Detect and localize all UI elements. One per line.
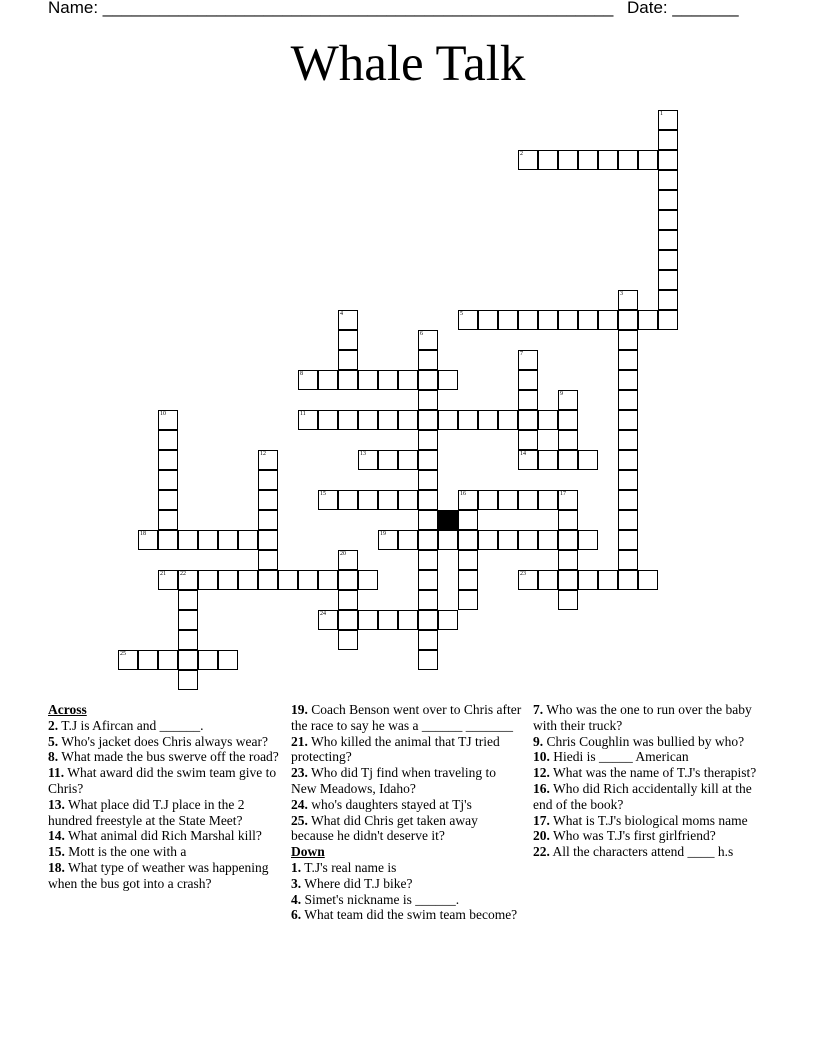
clue-number: 19. (291, 702, 308, 717)
clue-number: 18 (140, 531, 146, 537)
clue-text: Who's jacket does Chris always wear? (58, 733, 268, 749)
crossword-cell[interactable] (178, 630, 198, 650)
crossword-cell[interactable] (558, 510, 578, 530)
clue-number: 14. (48, 828, 65, 844)
crossword-cell[interactable] (358, 570, 378, 590)
crossword-cell[interactable] (258, 470, 278, 490)
crossword-cell[interactable] (558, 390, 578, 410)
crossword-cell[interactable] (158, 470, 178, 490)
crossword-cell[interactable] (198, 570, 218, 590)
clue-number: 5. (48, 733, 59, 749)
crossword-cell[interactable] (498, 310, 518, 330)
crossword-cell[interactable] (558, 150, 578, 170)
crossword-cell[interactable] (518, 350, 538, 370)
crossword-cell[interactable] (378, 490, 398, 510)
clue-item (48, 860, 280, 892)
crossword-cell[interactable] (358, 370, 378, 390)
crossword-cell[interactable] (538, 150, 558, 170)
crossword-cell[interactable] (438, 610, 458, 630)
clue-item (48, 844, 280, 860)
clue-item (291, 860, 523, 876)
clue-number: 4 (340, 311, 343, 317)
crossword-cell[interactable] (218, 530, 238, 550)
crossword-cell[interactable] (118, 650, 138, 670)
clue-text: who's daughters stayed at Tj's (307, 796, 472, 812)
crossword-cell[interactable] (478, 410, 498, 430)
clue-text: T.J is Afircan and ______. (58, 717, 204, 733)
clue-text: Who was T.J's first girlfriend? (549, 828, 716, 844)
crossword-cell[interactable] (658, 210, 678, 230)
clue-number: 7. (533, 702, 544, 717)
crossword-cell[interactable] (518, 150, 538, 170)
across-heading: Across (48, 702, 87, 717)
crossword-cell[interactable] (538, 310, 558, 330)
crossword-cell[interactable] (618, 510, 638, 530)
crossword-cell[interactable] (178, 670, 198, 690)
crossword-cell[interactable] (338, 610, 358, 630)
crossword-cell[interactable] (618, 290, 638, 310)
crossword-cell[interactable] (238, 570, 258, 590)
clue-number: 22. (533, 844, 550, 860)
clue-item (291, 876, 523, 892)
clue-item (533, 702, 765, 734)
crossword-cell[interactable] (658, 230, 678, 250)
crossword-cell[interactable] (458, 570, 478, 590)
crossword-cell[interactable] (318, 570, 338, 590)
crossword-cell[interactable] (618, 470, 638, 490)
clue-item (291, 797, 523, 813)
crossword-cell[interactable] (658, 310, 678, 330)
clue-number: 11. (48, 765, 65, 781)
crossword-cell[interactable] (178, 570, 198, 590)
clue-text: Hiedi is _____ American (549, 749, 689, 765)
crossword-cell[interactable] (378, 370, 398, 390)
crossword-cell[interactable] (578, 310, 598, 330)
clue-text: Chris Coughlin was bullied by who? (543, 733, 745, 749)
crossword-cell[interactable] (338, 370, 358, 390)
clue-number: 23. (291, 765, 308, 781)
clue-item (533, 749, 765, 765)
crossword-cell[interactable] (178, 610, 198, 630)
clue-text: Coach Benson went over to Chris after the race to say he was a ______ _______ (291, 702, 522, 733)
clue-item (48, 828, 280, 844)
clue-number: 2. (48, 717, 59, 733)
crossword-cell[interactable] (618, 550, 638, 570)
crossword-cell[interactable] (518, 390, 538, 410)
clue-number: 22 (180, 571, 186, 577)
crossword-cell[interactable] (418, 530, 438, 550)
crossword-cell[interactable] (398, 530, 418, 550)
crossword-cell[interactable] (658, 270, 678, 290)
clue-number: 20 (340, 551, 346, 557)
clue-number: 16 (460, 491, 466, 497)
clue-text: T.J's real name is (301, 859, 397, 875)
crossword-cell[interactable] (438, 370, 458, 390)
clue-item (533, 828, 765, 844)
crossword-cell[interactable] (518, 310, 538, 330)
crossword-cell[interactable] (218, 570, 238, 590)
clue-text: Mott is the one with a (64, 844, 187, 860)
crossword-cell[interactable] (298, 410, 318, 430)
clue-number: 6 (420, 331, 423, 337)
clue-text: All the characters attend ____ h.s (549, 844, 734, 860)
clue-number: 15. (48, 844, 65, 860)
crossword-cell[interactable] (418, 430, 438, 450)
crossword-cell[interactable] (318, 410, 338, 430)
clue-text: What was the name of T.J's therapist? (549, 765, 757, 781)
crossword-black-cell (438, 510, 458, 530)
clue-number: 24 (320, 611, 326, 617)
clue-item (533, 844, 765, 860)
clue-item (48, 718, 280, 734)
crossword-cell[interactable] (398, 450, 418, 470)
crossword-cell[interactable] (658, 130, 678, 150)
clue-number: 15 (320, 491, 326, 497)
crossword-cell[interactable] (418, 470, 438, 490)
clue-text: What type of weather was happening when the bus got into a crash? (48, 859, 269, 891)
crossword-cell[interactable] (618, 430, 638, 450)
clue-text: Who was the one to run over the baby with their truck? (533, 702, 752, 733)
clue-number: 9. (533, 733, 544, 749)
crossword-cell[interactable] (338, 570, 358, 590)
clue-text: Simet's nickname is ______. (301, 891, 460, 907)
clues-column-2 (291, 702, 523, 923)
clue-item (291, 702, 523, 734)
crossword-cell[interactable] (418, 390, 438, 410)
crossword-cell[interactable] (518, 410, 538, 430)
clue-text: What team did the swim team become? (301, 907, 518, 923)
clue-number: 7 (520, 351, 523, 357)
crossword-cell[interactable] (618, 450, 638, 470)
clue-text: What animal did Rich Marshal kill? (64, 828, 262, 844)
crossword-cell[interactable] (318, 370, 338, 390)
crossword-cell[interactable] (338, 410, 358, 430)
crossword-cell[interactable] (658, 150, 678, 170)
clue-number: 18. (48, 859, 65, 875)
clue-number: 17 (560, 491, 566, 497)
crossword-cell[interactable] (418, 450, 438, 470)
clue-text: What did Chris get taken away because he didn't deserve it? (291, 812, 478, 844)
crossword-cell[interactable] (418, 410, 438, 430)
clue-number: 1 (660, 111, 663, 117)
crossword-cell[interactable] (418, 350, 438, 370)
clue-number: 1. (291, 859, 302, 875)
crossword-cell[interactable] (258, 490, 278, 510)
clue-item (533, 781, 765, 813)
crossword-cell[interactable] (178, 590, 198, 610)
crossword-cell[interactable] (518, 370, 538, 390)
crossword-cell[interactable] (158, 570, 178, 590)
crossword-cell[interactable] (338, 310, 358, 330)
crossword-cell[interactable] (298, 370, 318, 390)
clue-text: What is T.J's biological moms name (549, 812, 748, 828)
clue-number: 4. (291, 891, 302, 907)
crossword-cell[interactable] (538, 450, 558, 470)
crossword-cell[interactable] (178, 530, 198, 550)
crossword-cell[interactable] (418, 550, 438, 570)
clue-text: What place did T.J place in the 2 hundred freestyle at the State Meet? (48, 796, 245, 828)
crossword-cell[interactable] (618, 490, 638, 510)
crossword-cell[interactable] (318, 490, 338, 510)
crossword-cell[interactable] (338, 550, 358, 570)
crossword-cell[interactable] (338, 350, 358, 370)
crossword-cell[interactable] (138, 650, 158, 670)
name-field[interactable]: Name: ______________________________________________________ (48, 0, 614, 17)
crossword-cell[interactable] (578, 570, 598, 590)
crossword-cell[interactable] (558, 310, 578, 330)
crossword-cell[interactable] (378, 610, 398, 630)
crossword-cell[interactable] (538, 410, 558, 430)
crossword-cell[interactable] (618, 370, 638, 390)
clue-item (48, 765, 280, 797)
clue-number: 17. (533, 812, 550, 828)
crossword-cell[interactable] (618, 310, 638, 330)
crossword-cell[interactable] (458, 510, 478, 530)
crossword-cell[interactable] (258, 550, 278, 570)
clue-number: 25. (291, 812, 308, 828)
clue-item (533, 813, 765, 829)
crossword-cell[interactable] (598, 570, 618, 590)
crossword-cell[interactable] (298, 570, 318, 590)
clue-text: Who did Tj find when traveling to New Meadows, Idaho? (291, 765, 496, 796)
crossword-cell[interactable] (158, 430, 178, 450)
clue-text: What made the bus swerve off the road? (58, 749, 279, 765)
clue-number: 13 (360, 451, 366, 457)
clue-item (291, 765, 523, 797)
crossword-cell[interactable] (558, 550, 578, 570)
crossword-cell[interactable] (458, 490, 478, 510)
crossword-cell[interactable] (658, 170, 678, 190)
down-heading: Down (291, 844, 325, 860)
crossword-cell[interactable] (618, 530, 638, 550)
clue-item (48, 734, 280, 750)
clue-item (48, 749, 280, 765)
crossword-cell[interactable] (558, 410, 578, 430)
crossword-cell[interactable] (338, 630, 358, 650)
clue-number: 13. (48, 796, 65, 812)
crossword-cell[interactable] (478, 530, 498, 550)
crossword-cell[interactable] (158, 650, 178, 670)
crossword-cell[interactable] (258, 570, 278, 590)
clue-number: 3. (291, 875, 302, 891)
clue-number: 21 (160, 571, 166, 577)
clue-number: 21. (291, 733, 308, 749)
crossword-cell[interactable] (498, 530, 518, 550)
crossword-cell[interactable] (538, 570, 558, 590)
crossword-cell[interactable] (618, 330, 638, 350)
crossword-cell[interactable] (258, 530, 278, 550)
crossword-cell[interactable] (218, 650, 238, 670)
crossword-cell[interactable] (558, 450, 578, 470)
clue-number: 3 (620, 291, 623, 297)
clue-number: 8. (48, 749, 59, 765)
crossword-cell[interactable] (158, 450, 178, 470)
crossword-cell[interactable] (498, 490, 518, 510)
crossword-cell[interactable] (638, 150, 658, 170)
clue-number: 8 (300, 371, 303, 377)
crossword-cell[interactable] (238, 530, 258, 550)
clue-item (48, 797, 280, 829)
crossword-cell[interactable] (418, 330, 438, 350)
crossword-cell[interactable] (418, 490, 438, 510)
crossword-cell[interactable] (638, 570, 658, 590)
crossword-cell[interactable] (658, 290, 678, 310)
clue-number: 12. (533, 765, 550, 781)
crossword-cell[interactable] (338, 490, 358, 510)
crossword-cell[interactable] (338, 330, 358, 350)
clue-item (291, 813, 523, 845)
page-title: Whale Talk (290, 36, 526, 92)
clue-number: 2 (520, 151, 523, 157)
clue-text: What award did the swim team give to Chris? (48, 765, 277, 796)
crossword-cell[interactable] (498, 410, 518, 430)
clue-text: Who killed the animal that TJ tried protecting? (291, 733, 500, 765)
crossword-cell[interactable] (158, 530, 178, 550)
clue-number: 20. (533, 828, 550, 844)
crossword-cell[interactable] (618, 350, 638, 370)
crossword-cell[interactable] (358, 410, 378, 430)
clue-number: 12 (260, 451, 266, 457)
crossword-cell[interactable] (618, 390, 638, 410)
crossword-cell[interactable] (378, 530, 398, 550)
crossword-cell[interactable] (538, 490, 558, 510)
crossword-cell[interactable] (618, 570, 638, 590)
crossword-cell[interactable] (558, 530, 578, 550)
clue-item (291, 892, 523, 908)
crossword-cell[interactable] (558, 570, 578, 590)
crossword-cell[interactable] (458, 530, 478, 550)
crossword-cell[interactable] (258, 450, 278, 470)
crossword-cell[interactable] (398, 370, 418, 390)
crossword-cell[interactable] (358, 450, 378, 470)
crossword-cell[interactable] (358, 610, 378, 630)
crossword-cell[interactable] (398, 410, 418, 430)
crossword-cell[interactable] (538, 530, 558, 550)
crossword-cell[interactable] (438, 530, 458, 550)
crossword-cell[interactable] (178, 650, 198, 670)
crossword-cell[interactable] (518, 450, 538, 470)
crossword-cell[interactable] (578, 450, 598, 470)
clue-number: 5 (460, 311, 463, 317)
crossword-cell[interactable] (618, 410, 638, 430)
crossword-cell[interactable] (458, 410, 478, 430)
crossword-cell[interactable] (358, 490, 378, 510)
crossword-cell[interactable] (598, 150, 618, 170)
clue-number: 10 (160, 411, 166, 417)
crossword-cell[interactable] (458, 550, 478, 570)
crossword-cell[interactable] (518, 430, 538, 450)
clue-number: 6. (291, 907, 302, 923)
crossword-cell[interactable] (658, 190, 678, 210)
crossword-cell[interactable] (558, 590, 578, 610)
crossword-cell[interactable] (518, 530, 538, 550)
clue-text: Where did T.J bike? (301, 875, 413, 891)
crossword-cell[interactable] (578, 150, 598, 170)
clue-item (533, 765, 765, 781)
crossword-cell[interactable] (478, 490, 498, 510)
clue-number: 14 (520, 451, 526, 457)
clue-item (533, 734, 765, 750)
crossword-cell[interactable] (398, 610, 418, 630)
crossword-cell[interactable] (558, 430, 578, 450)
crossword-cell[interactable] (258, 510, 278, 530)
crossword-cell[interactable] (138, 530, 158, 550)
crossword-cell[interactable] (418, 510, 438, 530)
crossword-cell[interactable] (278, 570, 298, 590)
clue-number: 25 (120, 651, 126, 657)
crossword-cell[interactable] (418, 650, 438, 670)
crossword-cell[interactable] (418, 370, 438, 390)
crossword-cell[interactable] (598, 310, 618, 330)
crossword-cell[interactable] (658, 250, 678, 270)
crossword-cell[interactable] (198, 650, 218, 670)
crossword-cell[interactable] (378, 450, 398, 470)
crossword-cell[interactable] (418, 630, 438, 650)
clue-item (291, 907, 523, 923)
crossword-cell[interactable] (638, 310, 658, 330)
clue-number: 16. (533, 780, 550, 796)
clue-text: Who did Rich accidentally kill at the end of the book? (533, 780, 752, 812)
crossword-cell[interactable] (458, 590, 478, 610)
crossword-cell[interactable] (158, 410, 178, 430)
clue-item (291, 734, 523, 766)
date-field[interactable]: Date: _______ (627, 0, 739, 17)
crossword-cell[interactable] (458, 310, 478, 330)
crossword-cell[interactable] (338, 590, 358, 610)
crossword-cell[interactable] (518, 570, 538, 590)
crossword-cell[interactable] (478, 310, 498, 330)
crossword-cell[interactable] (618, 150, 638, 170)
crossword-cell[interactable] (658, 110, 678, 130)
crossword-cell[interactable] (378, 410, 398, 430)
clue-number: 24. (291, 796, 308, 812)
crossword-cell[interactable] (418, 590, 438, 610)
crossword-cell[interactable] (438, 410, 458, 430)
crossword-cell[interactable] (158, 490, 178, 510)
crossword-cell[interactable] (418, 610, 438, 630)
clue-number: 11 (300, 411, 306, 417)
clue-number: 10. (533, 749, 550, 765)
clues-column-1 (48, 702, 280, 892)
crossword-cell[interactable] (318, 610, 338, 630)
crossword-cell[interactable] (518, 490, 538, 510)
crossword-cell[interactable] (398, 490, 418, 510)
clue-number: 9 (560, 391, 563, 397)
crossword-cell[interactable] (558, 490, 578, 510)
crossword-cell[interactable] (158, 510, 178, 530)
clues-column-3 (533, 702, 765, 860)
clue-number: 23 (520, 571, 526, 577)
crossword-cell[interactable] (578, 530, 598, 550)
crossword-cell[interactable] (418, 570, 438, 590)
crossword-cell[interactable] (198, 530, 218, 550)
clue-number: 19 (380, 531, 386, 537)
